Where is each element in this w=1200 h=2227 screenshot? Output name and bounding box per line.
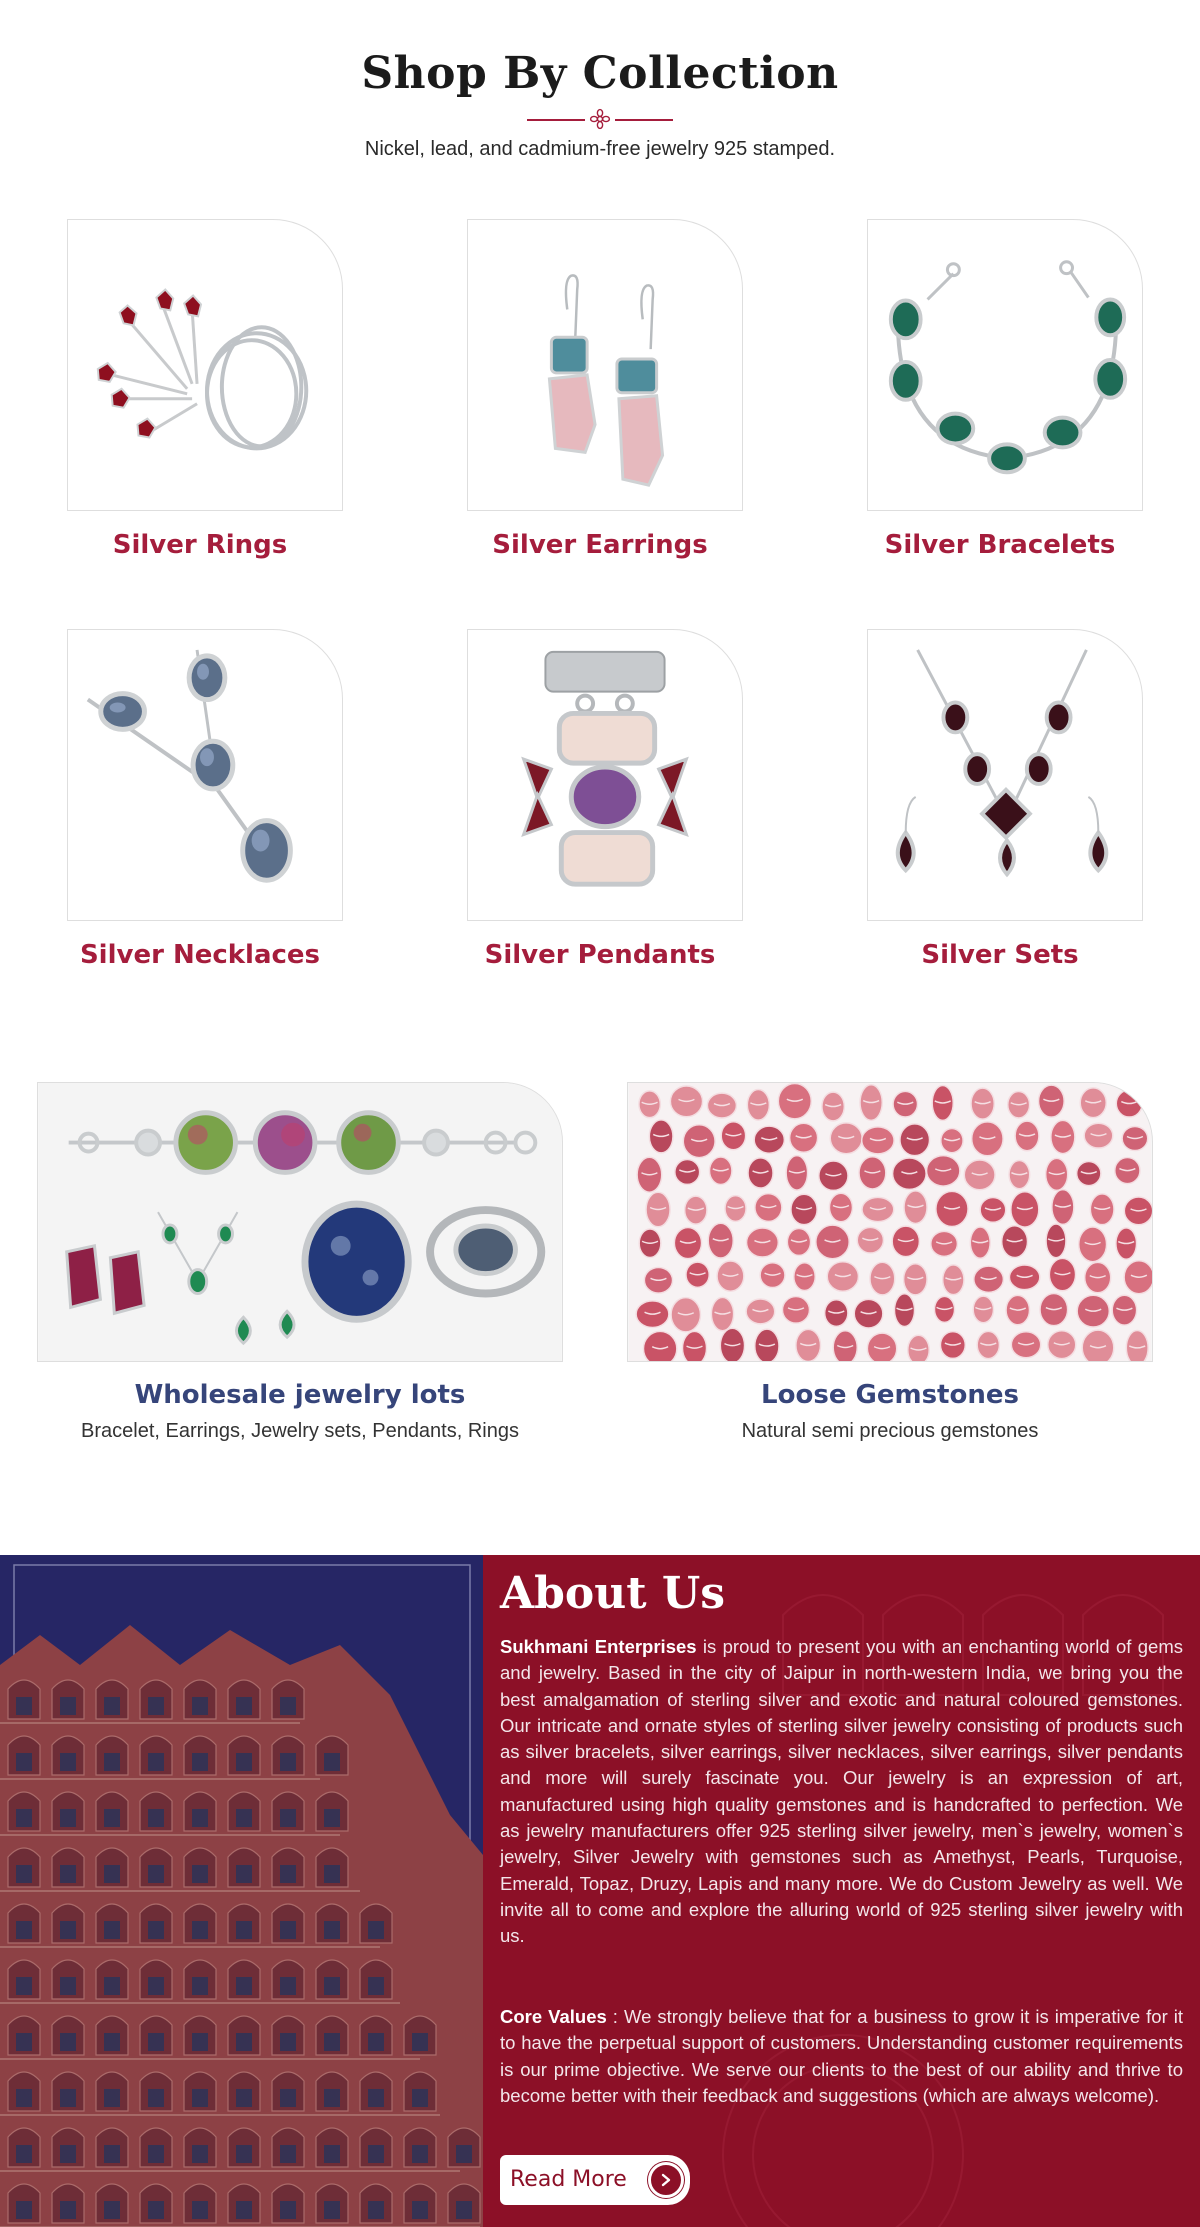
earrings-image bbox=[468, 220, 742, 510]
company-name: Sukhmani Enterprises bbox=[500, 1636, 697, 1657]
banner-subtitle-wholesale: Bracelet, Earrings, Jewelry sets, Pendants, Rings bbox=[81, 1420, 519, 1442]
flower-icon bbox=[589, 108, 611, 130]
banner-loose-gemstones[interactable] bbox=[627, 1082, 1153, 1362]
banner-wholesale-lots[interactable] bbox=[37, 1082, 563, 1362]
section-subtitle: Nickel, lead, and cadmium-free jewelry 925 stamped. bbox=[364, 138, 836, 160]
about-paragraph-2 bbox=[500, 2004, 1183, 2109]
card-silver-rings[interactable] bbox=[67, 219, 343, 511]
card-label-silver-sets[interactable]: Silver Sets bbox=[921, 940, 1079, 970]
title-divider bbox=[527, 108, 673, 132]
wholesale-lots-image bbox=[38, 1083, 562, 1361]
card-label-silver-rings[interactable]: Silver Rings bbox=[112, 530, 288, 560]
about-image bbox=[0, 1555, 483, 2227]
card-label-silver-bracelets[interactable]: Silver Bracelets bbox=[884, 530, 1116, 560]
core-values-label: Core Values bbox=[500, 2006, 607, 2027]
read-more-button[interactable] bbox=[500, 2155, 690, 2205]
jewelry-set-image bbox=[868, 630, 1142, 920]
card-label-silver-necklaces[interactable]: Silver Necklaces bbox=[79, 940, 321, 970]
banner-title-wholesale[interactable]: Wholesale jewelry lots bbox=[134, 1380, 466, 1410]
about-paragraph-2-text: : We strongly believe that for a business to grow it is imperative for it to have the perpetual support of customers. Understanding customer requirements is our prime objective. We serve our clients to the best of our ability and thrive to become better with their feedback and suggestions (which are always welcome). bbox=[500, 2006, 1183, 2106]
card-label-silver-pendants[interactable]: Silver Pendants bbox=[484, 940, 716, 970]
about-paragraph-1-text: is proud to present you with an enchanting world of gems and jewelry. Based in the city of Jaipur in north-western India, we bring you the best amalgamation of sterling silver and exotic and natural coloured gemstones. Our intricate and ornate styles of sterling silver jewelry consisting of products such as silver bracelets, silver earrings, silver necklaces, silver earrings, silver pendants and more will surely fascinate you. Our jewelry is an expression of art, manufactured using high quality gemstones and is handcrafted to perfection. We as jewelry manufacturers offer 925 sterling silver jewelry, men`s jewelry, women`s jewelry, Silver Jewelry with gemstones such as Amethyst, Pearls, Turquoise, Emerald, Topaz, Druzy, Lapis and many more. We do Custom Jewelry as well. We invite all to come and explore the alluring world of 925 sterling silver jewelry with us. bbox=[500, 1636, 1183, 1947]
banner-subtitle-gemstones: Natural semi precious gemstones bbox=[741, 1420, 1039, 1442]
chevron-right-icon bbox=[648, 2162, 684, 2198]
gemstones-image bbox=[628, 1083, 1152, 1361]
ring-image bbox=[68, 220, 342, 510]
necklace-image bbox=[68, 630, 342, 920]
card-silver-sets[interactable] bbox=[867, 629, 1143, 921]
read-more-label: Read More bbox=[510, 2167, 627, 2192]
section-title: Shop By Collection bbox=[361, 48, 839, 99]
card-silver-earrings[interactable] bbox=[467, 219, 743, 511]
card-silver-bracelets[interactable] bbox=[867, 219, 1143, 511]
hawa-mahal-image bbox=[0, 1555, 483, 2227]
about-title: About Us bbox=[500, 1568, 726, 1619]
about-paragraph-1 bbox=[500, 1634, 1183, 1950]
pendant-image bbox=[468, 630, 742, 920]
banner-title-gemstones[interactable]: Loose Gemstones bbox=[761, 1380, 1019, 1410]
card-label-silver-earrings[interactable]: Silver Earrings bbox=[492, 530, 708, 560]
card-silver-pendants[interactable] bbox=[467, 629, 743, 921]
bracelet-image bbox=[868, 220, 1142, 510]
card-silver-necklaces[interactable] bbox=[67, 629, 343, 921]
